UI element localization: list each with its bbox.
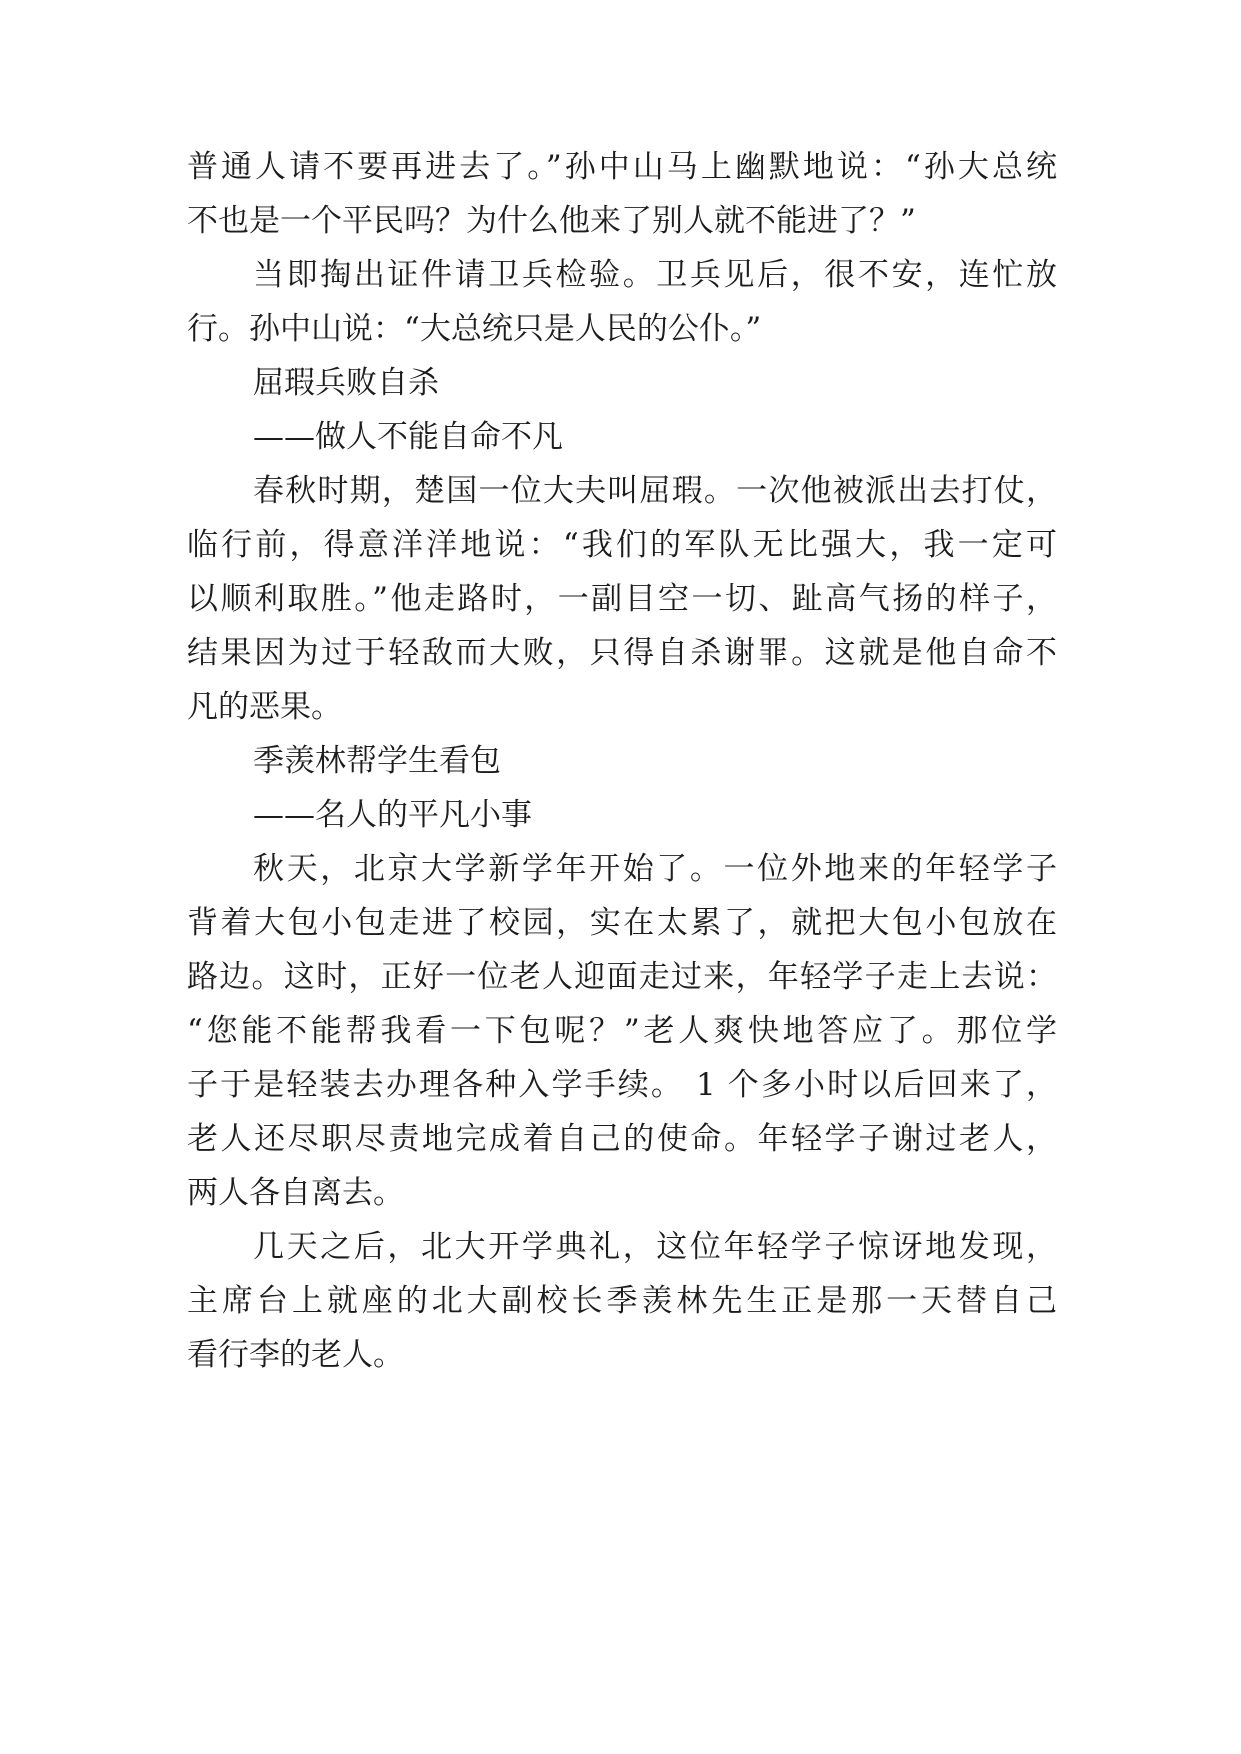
section-subtitle: ——名人的平凡小事 xyxy=(253,797,532,833)
text-line: 主席台上就座的北大副校长季羡林先生正是那一天替自己 xyxy=(187,1283,1057,1319)
text-line: 秋天，北京大学新学年开始了。一位外地来的年轻学子 xyxy=(253,851,1057,887)
section-title: 季羡林帮学生看包 xyxy=(253,743,501,779)
text-line: 老人还尽职尽责地完成着自己的使命。年轻学子谢过老人， xyxy=(187,1121,1057,1157)
text-line: 行。孙中山说：“大总统只是人民的公仆。” xyxy=(187,311,762,347)
text-line: 以顺利取胜。”他走路时，一副目空一切、趾高气扬的样子， xyxy=(187,581,1057,617)
text-line: 凡的恶果。 xyxy=(187,689,342,725)
text-line: 路边。这时，正好一位老人迎面走过来，年轻学子走上去说： xyxy=(187,959,1057,995)
text-line: 两人各自离去。 xyxy=(187,1175,404,1211)
text-line: 看行李的老人。 xyxy=(187,1337,404,1373)
text-line: 当即掏出证件请卫兵检验。卫兵见后，很不安，连忙放 xyxy=(253,257,1057,293)
text-line: 春秋时期，楚国一位大夫叫屈瑕。一次他被派出去打仗， xyxy=(253,473,1057,509)
section-title: 屈瑕兵败自杀 xyxy=(253,365,439,401)
text-line: “您能不能帮我看一下包呢？”老人爽快地答应了。那位学 xyxy=(187,1013,1057,1049)
text-line: 结果因为过于轻敌而大败，只得自杀谢罪。这就是他自命不 xyxy=(187,635,1057,671)
text-line: 子于是轻装去办理各种入学手续。 1 个多小时以后回来了， xyxy=(187,1067,1057,1103)
section-subtitle: ——做人不能自命不凡 xyxy=(253,419,563,455)
text-line: 几天之后，北大开学典礼，这位年轻学子惊讶地发现， xyxy=(253,1229,1057,1265)
text-line: 临行前，得意洋洋地说：“我们的军队无比强大，我一定可 xyxy=(187,527,1057,563)
text-line: 不也是一个平民吗？为什么他来了别人就不能进了？” xyxy=(187,203,916,239)
text-line: 普通人请不要再进去了。”孙中山马上幽默地说：“孙大总统 xyxy=(187,149,1057,185)
text-line: 背着大包小包走进了校园，实在太累了，就把大包小包放在 xyxy=(187,905,1057,941)
